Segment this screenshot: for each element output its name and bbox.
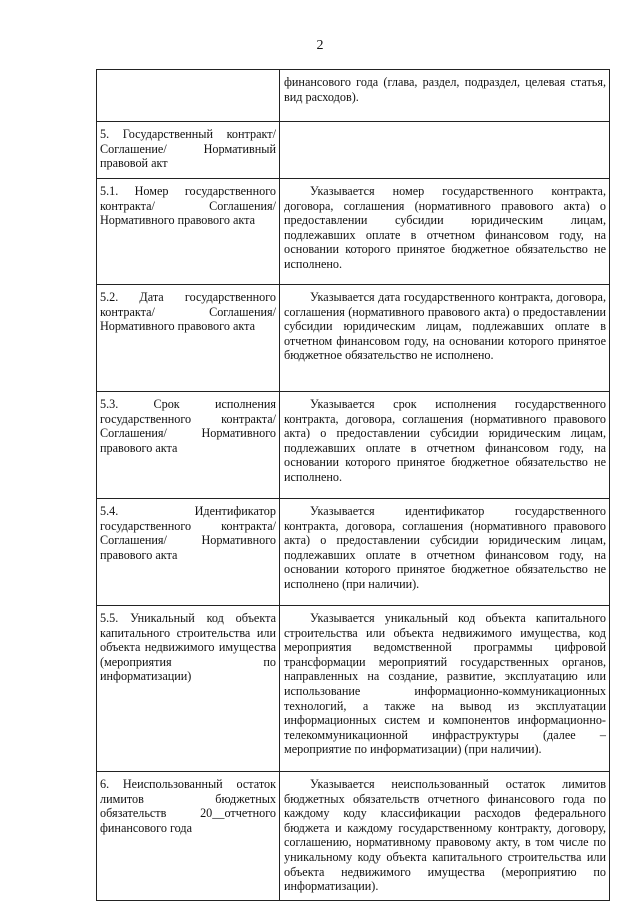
row-description-text: Указывается срок исполнения государственного контракта, договора, соглашения (нормативного правового акта) о предоставлении субсидии юридическим лицам, подлежавших оплате в отчетном финансовом году, на основании которого принятое бюджетное обязательство не исполнено.: [284, 397, 606, 484]
row-description-text: Указывается неиспользованный остаток лимитов бюджетных обязательств отчетного финансового года по каждому коду классификации расходов федерального бюджета и каждому государственному контракту, договору, соглашению, нормативному правовому акту, в том числе по уникальному коду объекта капитального строительства или объекта недвижимого имущества (мероприятию по информатизации).: [284, 777, 606, 894]
table-row: [97, 285, 610, 392]
row-label-cell: 5.2. Дата государственного контракта/ Соглашения/ Нормативного правового акта: [97, 285, 280, 392]
row-label-cell: 5.3. Срок исполнения государственного контракта/ Соглашения/ Нормативного правового акта: [97, 392, 280, 499]
row-description-text: Указывается идентификатор государственного контракта, договора, соглашения (нормативного правового акта) о предоставлении субсидии юридическим лицам, подлежавших оплате в отчетном финансовом году, на основании которого принятое бюджетное обязательство не исполнено (при наличии).: [284, 504, 606, 591]
row-description-cell: [280, 285, 610, 392]
page-number: 2: [316, 38, 324, 53]
table-row: [97, 70, 610, 122]
row-description-cell: [280, 772, 610, 901]
row-label-cell: 5.5. Уникальный код объекта капитального строительства или объекта недвижимого имущества (мероприятия по информатизации): [97, 606, 280, 772]
row-description-cell: [280, 392, 610, 499]
row-label-cell: [97, 70, 280, 122]
row-description-text: Указывается дата государственного контракта, договора, соглашения (нормативного правового акта) о предоставлении субсидии юридическим лицам, подлежавших оплате в отчетном финансовом году, на основании которого принятое бюджетное обязательство не исполнено.: [284, 290, 606, 363]
row-description-cell: [280, 606, 610, 772]
row-label-cell: 6. Неиспользованный остаток лимитов бюджетных обязательств 20__отчетного финансового года: [97, 772, 280, 901]
row-label-cell: 5. Государственный контракт/ Соглашение/ Нормативный правовой акт: [97, 122, 280, 179]
row-description-cell: [280, 122, 610, 179]
table-row: [97, 499, 610, 606]
row-description-text: Указывается уникальный код объекта капитального строительства или объекта недвижимого имущества, код мероприятия ведомственной программы цифровой трансформации мероприятий государственных органов, направленных на создание, развитие, эксплуатацию или использование информационно-коммуникационных технологий, а также на вывод из эксплуатации информационных систем и компонентов информационно-телекоммуникационной инфраструктуры (далее – мероприятие по информатизации) (при наличии).: [284, 611, 606, 757]
table-row: [97, 122, 610, 179]
row-description-cell: [280, 179, 610, 285]
table-row: [97, 179, 610, 285]
document-table: [96, 69, 610, 901]
row-description-cell: финансового года (глава, раздел, подраздел, целевая статья, вид расходов).: [280, 70, 610, 122]
table-row: [97, 392, 610, 499]
row-description-text: Указывается номер государственного контракта, договора, соглашения (нормативного правового акта) о предоставлении субсидии юридическим лицам, подлежавших оплате в отчетном финансовом году, на основании которого принятое бюджетное обязательство не исполнено.: [284, 184, 606, 271]
row-label-cell: 5.1. Номер государственного контракта/ Соглашения/ Нормативного правового акта: [97, 179, 280, 285]
table-row: [97, 772, 610, 901]
row-description-cell: [280, 499, 610, 606]
table-row: [97, 606, 610, 772]
row-label-cell: 5.4. Идентификатор государственного контракта/ Соглашения/ Нормативного правового акта: [97, 499, 280, 606]
